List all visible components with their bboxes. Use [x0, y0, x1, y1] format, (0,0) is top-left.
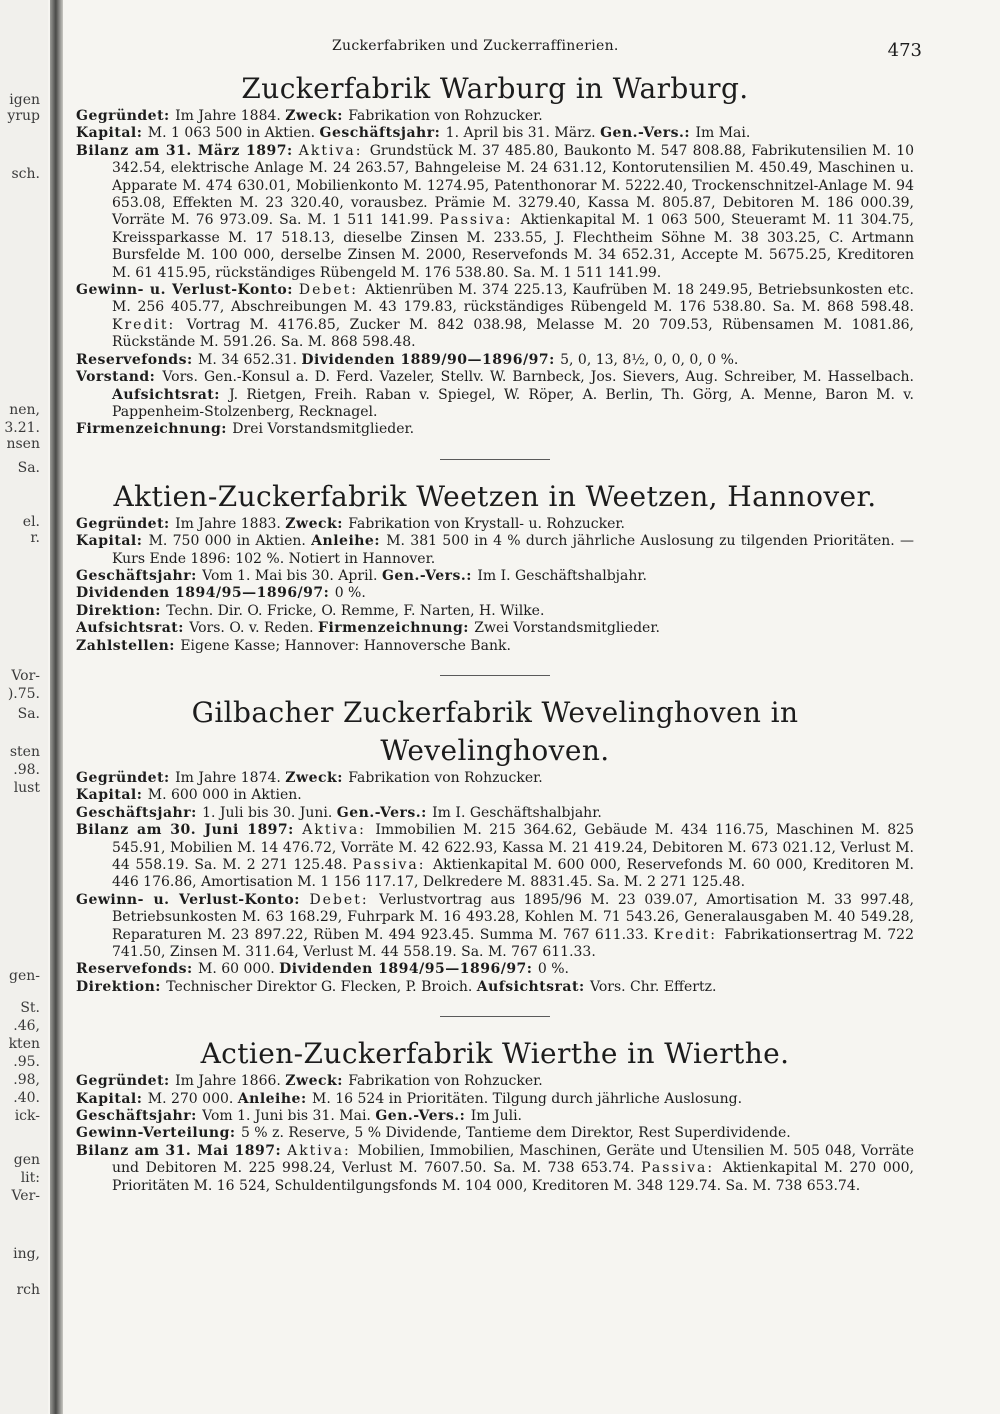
field-text: Im Jahre 1884.	[175, 108, 286, 124]
field-text: M. 16 524 in Prioritäten. Tilgung durch jährliche Auslosung.	[312, 1090, 743, 1107]
entry-paragraph	[76, 568, 914, 585]
field-label: Dividenden 1894/95—1896/97:	[279, 961, 538, 978]
field-text: M. 381 500 in 4 % durch jährliche Auslosung zu tilgenden Prioritäten. — Kurs Ende 1896: 102 %. Notiert in Hannover.	[112, 533, 914, 567]
entry-paragraph	[76, 516, 914, 533]
field-text: Im I. Geschäftshalbjahr.	[432, 804, 602, 821]
field-label: Direktion:	[76, 602, 167, 619]
gutter-fragment: nsen	[6, 436, 40, 452]
binding-edge	[50, 0, 63, 1414]
field-label: Gen.-Vers.:	[600, 125, 696, 142]
company-entry	[76, 694, 914, 996]
field-label: Geschäftsjahr:	[76, 1108, 203, 1125]
field-label: Geschäftsjahr:	[76, 567, 203, 584]
entry-paragraph	[76, 1108, 914, 1125]
entries-list	[76, 70, 914, 1195]
gutter-fragment: ing,	[13, 1246, 40, 1262]
account-side-label: Passiva:	[439, 212, 521, 229]
field-label: Dividenden 1894/95—1896/97:	[76, 585, 335, 602]
field-label: Anleihe:	[311, 533, 387, 550]
section-divider	[440, 459, 550, 460]
gutter-fragment: gen-	[9, 968, 40, 984]
gutter-fragment: ick-	[14, 1108, 40, 1124]
field-text: Im Mai.	[695, 125, 751, 142]
field-label: Aufsichtsrat:	[476, 978, 591, 995]
field-label: Bilanz am 31. März 1897:	[76, 142, 299, 159]
field-text: Vors. O. v. Reden.	[189, 620, 319, 637]
field-label: Gewinn- u. Verlust-Konto:	[76, 282, 299, 299]
field-label: Firmenzeichnung:	[76, 421, 233, 438]
entry-paragraph	[76, 1091, 914, 1108]
account-side-label: Passiva:	[641, 1160, 723, 1177]
gutter-fragment: .98,	[13, 1072, 40, 1088]
field-label: Dividenden 1889/90—1896/97:	[301, 351, 561, 368]
section-divider	[440, 675, 550, 676]
gutter-fragment: Ver-	[11, 1188, 40, 1204]
field-label: Bilanz am 30. Juni 1897:	[76, 822, 303, 839]
running-head-title: Zuckerfabriken und Zuckerraffinerien.	[332, 38, 619, 54]
field-text: Vom 1. Juni bis 31. Mai.	[202, 1108, 376, 1125]
field-text: Fabrikationsertrag M. 722 741.50, Zinsen M. 311.64, Verlust M. 44 558.19. Sa. M. 767 611.33.	[112, 926, 914, 961]
entry-paragraph	[76, 533, 914, 568]
gutter-fragment: nen,	[9, 402, 40, 418]
account-side-label: Kredit:	[112, 316, 187, 333]
field-text: Im Jahre 1883.	[175, 515, 286, 532]
field-text: Fabrikation von Rohzucker.	[348, 108, 543, 124]
field-label: Gegründet:	[76, 769, 176, 786]
field-label: Zweck:	[285, 515, 349, 532]
gutter-fragment: yrup	[7, 108, 40, 124]
field-label: Gen.-Vers.:	[375, 1108, 471, 1125]
gutter-fragment: Sa.	[17, 460, 40, 476]
gutter-fragment: .95.	[13, 1054, 40, 1070]
section-divider	[440, 1016, 550, 1017]
entry-paragraph	[76, 822, 914, 892]
company-entry	[76, 1035, 914, 1195]
gutter-fragment: sten	[9, 744, 40, 760]
gutter-fragment: r.	[30, 530, 40, 546]
entry-paragraph	[76, 961, 914, 978]
field-text: Techn. Dir. O. Fricke, O. Remme, F. Narten, H. Wilke.	[166, 602, 545, 619]
field-label: Gewinn- u. Verlust-Konto:	[76, 891, 310, 908]
gutter-fragment: .98.	[13, 762, 40, 778]
field-label: Geschäftsjahr:	[319, 125, 446, 142]
field-label: Firmenzeichnung:	[318, 620, 475, 637]
field-text: Grundstück M. 37 485.80, Baukonto M. 547 808.88, Fabrikutensilien M. 10 342.54, elektrische Anlage M. 24 263.57, Bahngeleise M. 24 631.12, Kontorutensilien M. 450.49, Maschinen u. Apparate M. 474 630.01, Mobilienkonto M. 1274.95, Patenthonorar M. 5222.40, Trockenschnitzel-Anlage M. 94 653.08, Effekten M. 23 320.40, vorausbez. Prämie M. 3279.40, Kassa M. 805.87, Debitoren M. 186 000.39, Vorräte M. 76 973.09. Sa. M. 1 511 141.99.	[112, 142, 915, 229]
field-text: 0 %.	[334, 585, 366, 602]
gutter-fragment: lit:	[20, 1170, 40, 1186]
field-text: Verlustvortrag aus 1895/96 M. 23 039.07, Amortisation M. 33 997.48, Betriebsunkosten M. 63 168.29, Fuhrpark M. 16 493.28, Kohlen M. 71 543.26, Generalausgaben M. 40 549.28, Reparaturen M. 23 897.22, Rüben M. 494 923.45. Summa M. 767 611.33.	[112, 891, 914, 943]
field-label: Gegründet:	[76, 515, 176, 532]
field-label: Vorstand:	[76, 369, 163, 386]
field-label: Gewinn-Verteilung:	[76, 1125, 241, 1142]
field-label: Zahlstellen:	[76, 637, 181, 654]
gutter-fragment: 3.21.	[4, 420, 40, 436]
field-text: Technischer Direktor G. Flecken, P. Broich.	[166, 978, 477, 995]
gutter-fragment: Vor-	[11, 668, 40, 684]
entry-paragraph	[76, 352, 914, 369]
account-side-label: Debet:	[309, 891, 380, 908]
field-text: J. Rietgen, Freih. Raban v. Spiegel, W. Röper, A. Berlin, Th. Görg, A. Menne, Baron M. v. Pappenheim-Stolzenberg, Recknagel.	[112, 386, 914, 420]
gutter-fragment: el.	[22, 514, 40, 530]
company-title: Zuckerfabrik Warburg in Warburg.	[241, 72, 749, 105]
gutter-fragment: igen	[9, 92, 40, 108]
field-label: Gegründet:	[76, 108, 176, 124]
entry-paragraph	[76, 421, 914, 438]
field-text: 5 % z. Reserve, 5 % Dividende, Tantieme dem Direktor, Rest Superdividende.	[240, 1125, 791, 1142]
field-label: Anleihe:	[237, 1090, 312, 1107]
field-text: 5, 0, 13, 8½, 0, 0, 0, 0 %.	[560, 351, 739, 368]
gutter-fragment: St.	[20, 1000, 40, 1016]
field-label: Gen.-Vers.:	[336, 804, 433, 821]
company-entry	[76, 478, 914, 655]
account-side-label: Passiva:	[352, 857, 434, 873]
field-label: Aufsichtsrat:	[112, 386, 230, 403]
entry-paragraph	[76, 143, 914, 282]
field-text: Vom 1. Mai bis 30. April.	[202, 567, 382, 584]
field-label: Gen.-Vers.:	[381, 567, 478, 584]
company-title: Aktien-Zuckerfabrik Weetzen in Weetzen, Hannover.	[113, 479, 877, 513]
gutter-fragment: gen	[13, 1152, 40, 1168]
field-label: Reservefonds:	[76, 351, 199, 368]
field-text: M. 34 652.31.	[198, 351, 302, 368]
gutter-fragment: sch.	[11, 166, 40, 182]
entry-paragraph	[76, 892, 914, 962]
page-number: 473	[887, 40, 922, 61]
field-text: Im Jahre 1866.	[175, 1073, 286, 1090]
entry-paragraph	[76, 979, 914, 996]
account-side-label: Aktiva:	[298, 142, 370, 159]
field-text: Fabrikation von Rohzucker.	[348, 1073, 543, 1090]
running-head	[76, 30, 922, 66]
field-label: Direktion:	[76, 978, 167, 995]
entry-paragraph	[76, 1143, 914, 1195]
gutter-fragment: ).75.	[7, 686, 40, 702]
field-text: Vortrag M. 4176.85, Zucker M. 842 038.98, Melasse M. 20 709.53, Rübensamen M. 1081.86, Rückstände M. 591.26. Sa. M. 868 598.48.	[112, 316, 914, 351]
entry-paragraph	[76, 1073, 914, 1090]
entry-paragraph	[76, 369, 914, 421]
account-side-label: Aktiva:	[287, 1142, 358, 1159]
field-text: M. 600 000 in Aktien.	[147, 787, 302, 804]
field-label: Aufsichtsrat:	[76, 620, 190, 637]
account-side-label: Aktiva:	[302, 822, 376, 839]
entry-paragraph	[76, 770, 914, 787]
entry-paragraph	[76, 603, 914, 620]
left-margin-gutter	[0, 0, 48, 1414]
field-text: Fabrikation von Krystall- u. Rohzucker.	[348, 515, 625, 532]
account-side-label: Kredit:	[653, 926, 725, 943]
field-label: Kapital:	[76, 125, 148, 142]
entry-paragraph	[76, 125, 914, 142]
entry-paragraph	[76, 1125, 914, 1142]
field-text: M. 1 063 500 in Aktien.	[147, 125, 320, 142]
gutter-fragment: Sa.	[17, 706, 40, 722]
field-label: Zweck:	[285, 769, 349, 786]
field-text: Aktienkapital M. 600 000, Reservefonds M. 60 000, Kreditoren M. 446 176.86, Amortisation M. 1 156 117.17, Delkredere M. 8831.45. Sa. M. 2 271 125.48.	[112, 857, 914, 891]
gutter-fragment: rch	[16, 1282, 40, 1298]
field-label: Bilanz am 31. Mai 1897:	[76, 1142, 288, 1159]
field-text: 1. April bis 31. März.	[445, 125, 601, 142]
field-label: Zweck:	[285, 1073, 349, 1090]
field-text: Aktienkapital M. 1 063 500, Steueramt M. 11 304.75, Kreissparkasse M. 17 518.13, dieselbe Zinsen M. 233.55, J. Flechtheim Söhne M. 38 303.25, C. Artmann Bursfelde M. 100 000, derselbe Zinsen M. 2000, Reservefonds M. 34 652.31, Accepte M. 5675.25, Kreditoren M. 61 415.95, rückständiges Rübengeld M. 176 538.80. Sa. M. 1 511 141.99.	[112, 212, 914, 281]
entry-paragraph	[76, 108, 914, 125]
entry-paragraph	[76, 787, 914, 804]
field-text: Eigene Kasse; Hannover: Hannoversche Bank.	[180, 637, 511, 654]
field-text: 1. Juli bis 30. Juni.	[202, 804, 337, 821]
field-text: Aktienrüben M. 374 225.13, Kaufrüben M. 18 249.95, Betriebsunkosten etc. M. 256 405.77, Abschreibungen M. 43 179.83, rückständiges Rübengeld M. 176 538.80. Sa. M. 868 598.48.	[112, 282, 914, 316]
field-text: Aktienkapital M. 270 000, Prioritäten M. 16 524, Schuldentilgungsfonds M. 104 000, Kreditoren M. 348 129.74. Sa. M. 738 653.74.	[112, 1160, 914, 1194]
field-text: Im I. Geschäftshalbjahr.	[477, 567, 647, 584]
entry-paragraph	[76, 638, 914, 655]
entry-paragraph	[76, 282, 914, 352]
company-entry	[76, 70, 914, 439]
field-text: M. 270 000.	[147, 1090, 238, 1107]
field-label: Kapital:	[76, 787, 148, 804]
field-label: Zweck:	[285, 108, 349, 124]
field-label: Geschäftsjahr:	[76, 804, 203, 821]
field-text: 0 %.	[537, 961, 569, 978]
gutter-fragment: kten	[8, 1036, 40, 1052]
gutter-fragment: .40.	[13, 1090, 40, 1106]
field-text: Im Jahre 1874.	[175, 769, 286, 786]
gutter-fragment: .46,	[13, 1018, 40, 1034]
account-side-label: Debet:	[298, 282, 366, 299]
field-text: M. 750 000 in Aktien.	[148, 533, 312, 550]
field-text: Fabrikation von Rohzucker.	[348, 769, 543, 786]
field-label: Kapital:	[76, 1090, 148, 1107]
field-label: Reservefonds:	[76, 961, 199, 978]
book-page	[76, 30, 922, 1195]
field-text: Vors. Chr. Effertz.	[590, 978, 717, 995]
entry-paragraph	[76, 620, 914, 637]
field-text: Drei Vorstandsmitglieder.	[232, 421, 415, 438]
field-text: M. 60 000.	[198, 961, 280, 978]
field-label: Gegründet:	[76, 1073, 176, 1090]
field-label: Kapital:	[76, 533, 149, 550]
company-title: Gilbacher Zuckerfabrik Wevelinghoven in Wevelinghoven.	[191, 695, 799, 767]
field-text: Immobilien M. 215 364.62, Gebäude M. 434 116.75, Maschinen M. 825 545.91, Mobilien M. 14 476.72, Vorräte M. 42 622.93, Kassa M. 21 419.24, Debitoren M. 673 021.12, Verlust M. 44 558.19. Sa. M. 2 271 125.48.	[112, 822, 914, 873]
field-text: Mobilien, Immobilien, Maschinen, Geräte und Utensilien M. 505 048, Vorräte und Debitoren M. 225 998.24, Verlust M. 7607.50. Sa. M. 738 653.74.	[112, 1142, 914, 1177]
gutter-fragment: lust	[13, 780, 40, 796]
field-text: Im Juli.	[470, 1108, 523, 1125]
entry-paragraph	[76, 585, 914, 602]
entry-paragraph	[76, 805, 914, 822]
field-text: Zwei Vorstandsmitglieder.	[474, 620, 660, 637]
company-title: Actien-Zuckerfabrik Wierthe in Wierthe.	[200, 1037, 790, 1071]
field-text: Vors. Gen.-Konsul a. D. Ferd. Vazeler, Stellv. W. Barnbeck, Jos. Sievers, Aug. Schreiber, M. Hasselbach.	[162, 369, 914, 386]
